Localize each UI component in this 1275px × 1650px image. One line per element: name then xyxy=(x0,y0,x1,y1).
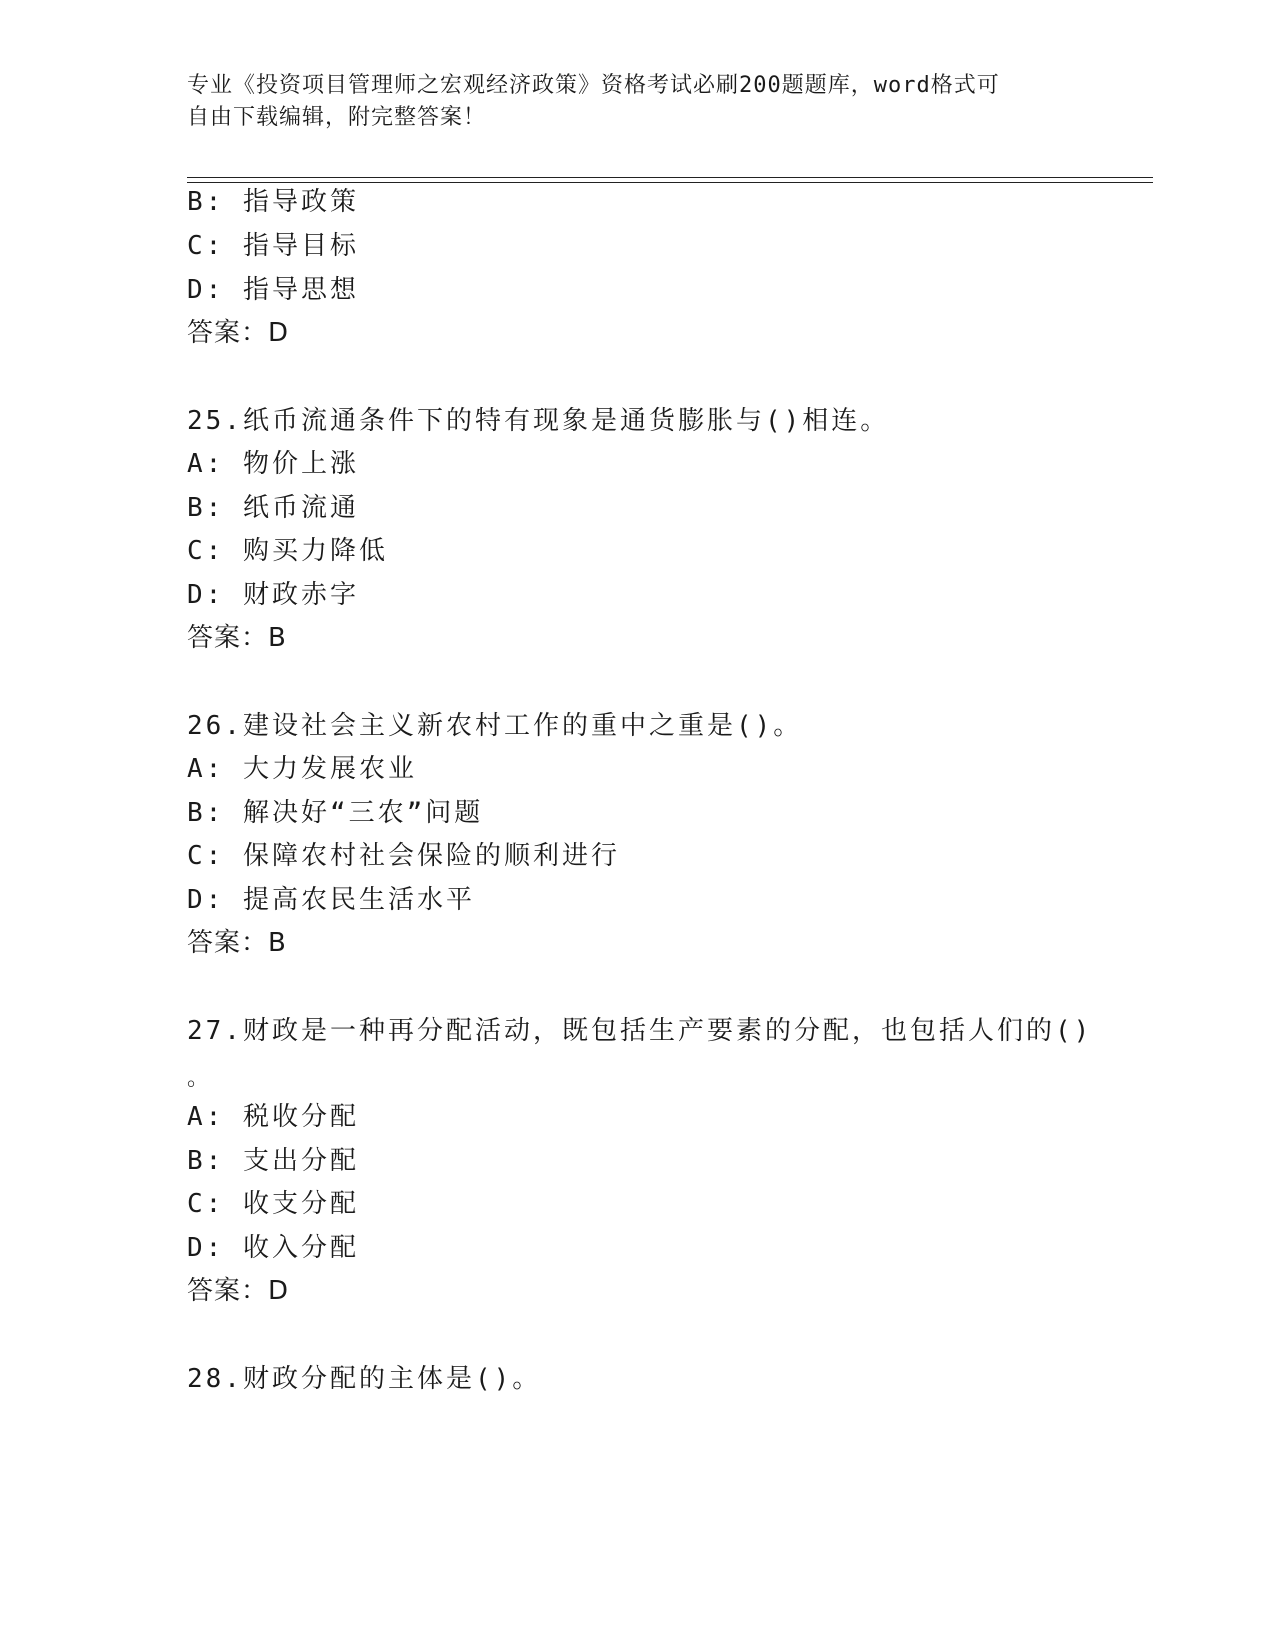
q26-answer: 答案：B xyxy=(187,928,287,958)
document-header xyxy=(187,70,1087,134)
q28-question: 28.财政分配的主体是()。 xyxy=(187,1364,542,1394)
q27-answer: 答案：D xyxy=(187,1276,290,1306)
q25-option-c: C: 购买力降低 xyxy=(187,536,388,566)
q24-option-b: B: 指导政策 xyxy=(187,187,359,217)
q27-question-line-2: 。 xyxy=(187,1066,213,1091)
q25-option-d: D: 财政赤字 xyxy=(187,580,359,610)
q26-option-a: A: 大力发展农业 xyxy=(187,754,417,784)
q24-option-d: D: 指导思想 xyxy=(187,275,359,305)
q25-option-b: B: 纸币流通 xyxy=(187,493,359,523)
q27-option-b: B: 支出分配 xyxy=(187,1146,359,1176)
q25-option-a: A: 物价上涨 xyxy=(187,449,359,479)
q26-question: 26.建设社会主义新农村工作的重中之重是()。 xyxy=(187,711,803,741)
q26-option-d: D: 提高农民生活水平 xyxy=(187,885,475,915)
header-line-1: 专业《投资项目管理师之宏观经济政策》资格考试必刷200题题库，word格式可 xyxy=(187,73,1000,98)
q25-question: 25.纸币流通条件下的特有现象是通货膨胀与()相连。 xyxy=(187,406,890,436)
q24-option-c: C: 指导目标 xyxy=(187,231,359,261)
q26-option-c: C: 保障农村社会保险的顺利进行 xyxy=(187,841,620,871)
q24-answer: 答案：D xyxy=(187,318,290,348)
q26-option-b: B: 解决好“三农”问题 xyxy=(187,798,484,828)
q27-option-d: D: 收入分配 xyxy=(187,1233,359,1263)
header-divider-top xyxy=(187,177,1153,178)
q27-option-a: A: 税收分配 xyxy=(187,1102,359,1132)
q27-question-line-1: 27.财政是一种再分配活动，既包括生产要素的分配，也包括人们的() xyxy=(187,1016,1093,1046)
q27-option-c: C: 收支分配 xyxy=(187,1189,359,1219)
header-line-2: 自由下载编辑，附完整答案！ xyxy=(187,105,487,130)
q25-answer: 答案：B xyxy=(187,623,287,653)
header-divider-bottom xyxy=(187,182,1153,183)
